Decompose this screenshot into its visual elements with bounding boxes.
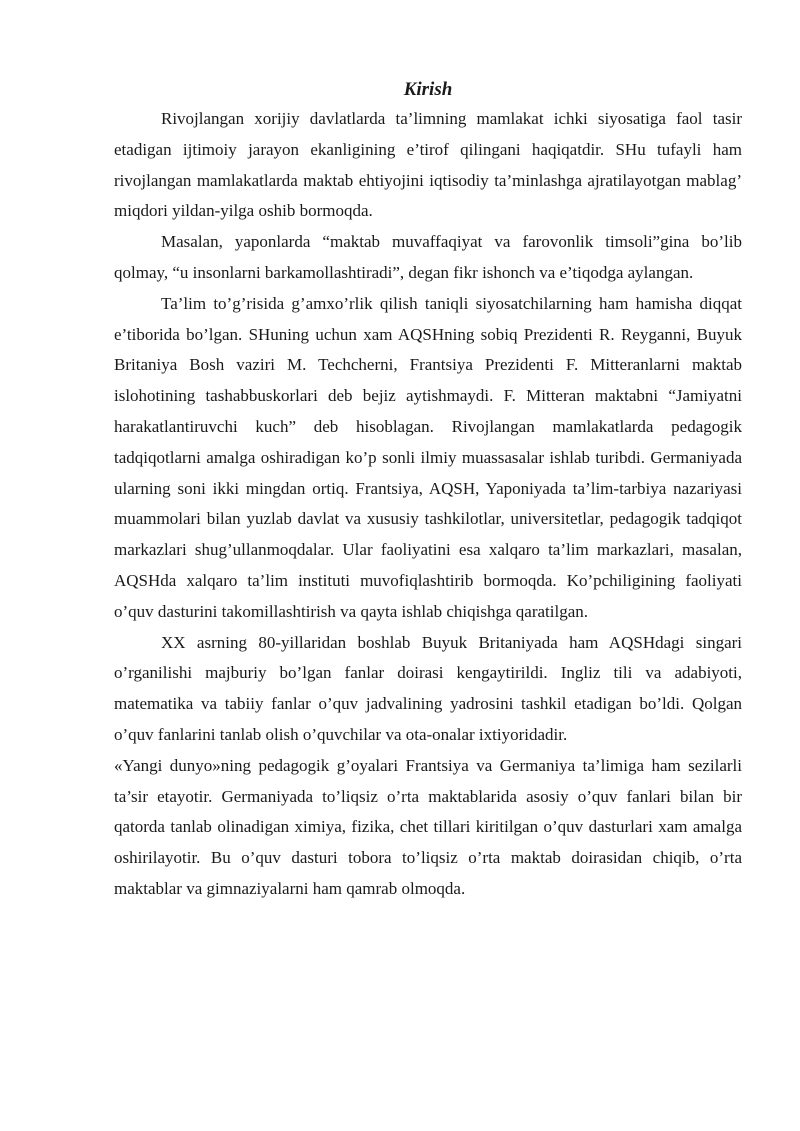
paragraph-4: XX asrning 80-yillaridan boshlab Buyuk Britaniyada ham AQSHdagi singari o’rganilishi majburiy bo’lgan fanlar doirasi kengaytirildi. Ingliz tili va adabiyoti, matematika va tabiiy fanlar o’quv jadvalining yadrosini tashkil etadigan bo’ldi. Qolgan o’quv fanlarini tanlab olish o’quvchilar va ota-onalar ixtiyoridadir. [114, 632, 742, 744]
page-title: Kirish [403, 79, 453, 100]
paragraph-5: «Yangi dunyo»ning pedagogik g’oyalari Frantsiya va Germaniya ta’limiga ham sezilarli ta’sir etayotir. Germaniyada to’liqsiz o’rta maktablarida asosiy o’quv fanlari bilan bir qatorda tanlab olinadigan ximiya, fizika, chet tillari kiritilgan o’quv dasturlari xam amalga oshirilayotir. Bu o’quv dasturi tobora to’liqsiz o’rta maktab doirasidan chiqib, o’rta maktablar va gimnaziyalarni ham qamrab olmoqda. [114, 755, 742, 898]
paragraph-3: Ta’lim to’g’risida g’amxo’rlik qilish taniqli siyosatchilarning ham hamisha diqqat e’tiborida bo’lgan. SHuning uchun xam AQSHning sobiq Prezidenti R. Reyganni, Buyuk Britaniya Bosh vaziri M. Techcherni, Frantsiya Prezidenti F. Mitteranlarni maktab islohotining tashabbuskorlari deb bejiz aytishmaydi. F. Mitteran maktabni “Jamiyatni harakatlantiruvchi kuch” deb hisoblagan. Rivojlangan mamlakatlarda pedagogik tadqiqotlarni amalga oshiradigan ko’p sonli ilmiy muassasalar ishlab turibdi. Germaniyada ularning soni ikki mingdan ortiq. Frantsiya, AQSH, Yaponiyada ta’lim-tarbiya nazariyasi muammolari bilan yuzlab davlat va xususiy tashkilotlar, universitetlar, pedagogik tadqiqot markazlari shug’ullanmoqdalar. Ular faoliyatini esa xalqaro ta’lim markazlari, masalan, AQSHda xalqaro ta’lim instituti muvofiqlashtirib bormoqda. Ko’pchiligining faoliyati o’quv dasturini takomillashtirish va qayta ishlab chiqishga qaratilgan. [114, 293, 742, 621]
document-body [114, 76, 742, 905]
paragraph-1: Rivojlangan xorijiy davlatlarda ta’limning mamlakat ichki siyosatiga faol tasir etadigan ijtimoiy jarayon ekanligining e’tirof qilingani haqiqatdir. SHu tufayli ham rivojlangan mamlakatlarda maktab ehtiyojini iqtisodiy ta’minlashga ajratilayotgan mablag’ miqdori yildan-yilga oshib bormoqda. [114, 109, 742, 221]
paragraph-2: Masalan, yaponlarda “maktab muvaffaqiyat va farovonlik timsoli”gina bo’lib qolmay, “u insonlarni barkamollashtiradi”, degan fikr ishonch va e’tiqodga aylangan. [114, 232, 742, 282]
